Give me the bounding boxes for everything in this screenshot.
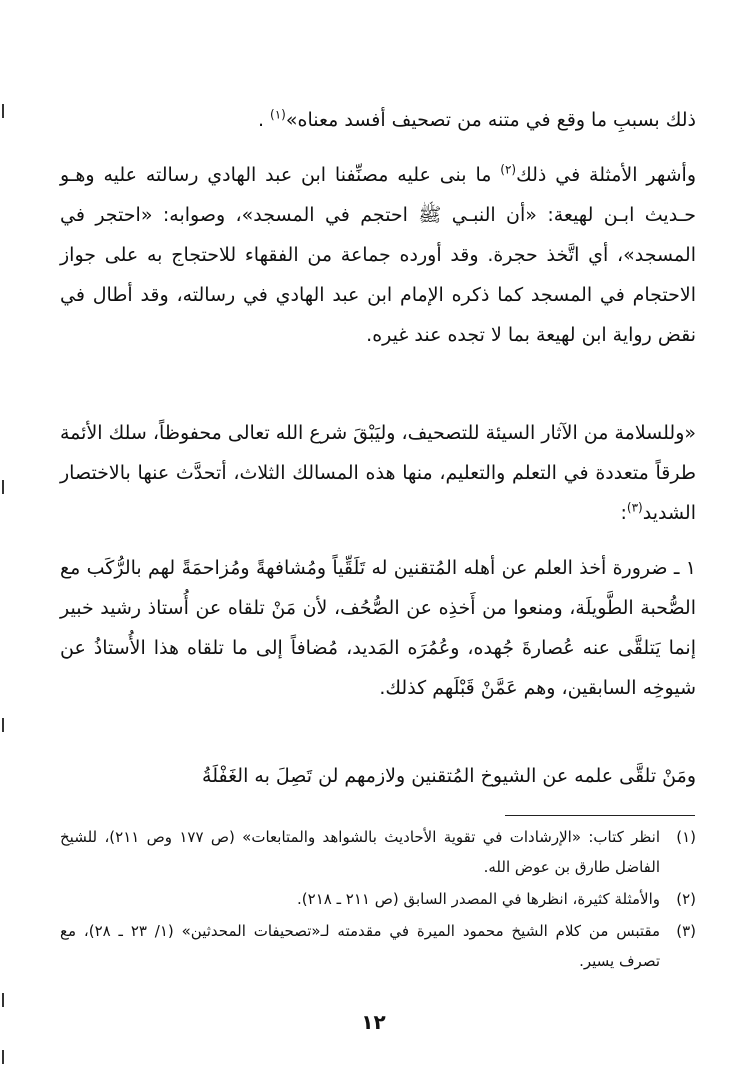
footnote-separator xyxy=(505,815,695,816)
footnote xyxy=(60,822,696,882)
footnote-number: (٣) xyxy=(676,922,696,940)
footnote-ref: (٢) xyxy=(500,162,517,177)
paragraph xyxy=(60,548,696,708)
paragraph-tail: ما بنى عليه مصنِّفنا ابن عبد الهادي رسالته عليه وهـو حـديث ابـن لهيعة: «أن النبـي ﷺ احتجم في المسجد»، وصوابه: «احتجر في المسجد»، أي اتَّخذ حجرة. وقد أورده جماعة من الفقهاء للاحتجاج به على جواز الاحتجام في المسجد كما ذكره الإمام ابن عبد الهادي في رسالته، وقد أطال في نقض رواية ابن لهيعة بما لا تجده عند غيره. xyxy=(60,164,696,346)
paragraph-text: ذلك بسببِ ما وقع في متنه من تصحيف أفسد معناه» xyxy=(285,109,696,131)
margin-mark xyxy=(2,480,4,494)
paragraph-text: «وللسلامة من الآثار السيئة للتصحيف، وليَبْقَ شرع الله تعالى محفوظاً، سلك الأئمة طرقاً متعددة في التعلم والتعليم، منها هذه المسالك الثلاث، أتحدَّث عنها بالاختصار الشديد xyxy=(60,422,696,524)
paragraph xyxy=(60,100,696,140)
footnote xyxy=(60,916,696,976)
footnote-number: (٢) xyxy=(676,890,696,908)
margin-mark xyxy=(2,1050,4,1064)
margin-mark xyxy=(2,104,4,118)
paragraph xyxy=(60,756,696,796)
footnote-ref: (٣) xyxy=(626,500,643,515)
footnote-text: والأمثلة كثيرة، انظرها في المصدر السابق (ص ٢١١ ـ ٢١٨). xyxy=(297,890,660,908)
paragraph-text: ١ ـ ضرورة أخذ العلم عن أهله المُتقنين له تَلَقِّياً ومُشافهةً ومُزاحمَةً لهم بالرُّكَب مع الصُّحبة الطَّويلَة، ومنعوا من أَخذِه عن الصُّحُف، لأن مَنْ تلقاه عن أُستاذ رشيد خبير إنما يَتلقَّى عنه عُصارةَ جُهده، وعُمُرَه المَديد، مُضافاً إلى ما تلقاه هذا الأُستاذُ عن شيوخِه السابقين، وهم عَمَّنْ قَبْلَهم كذلك. xyxy=(60,557,696,699)
paragraph xyxy=(60,155,696,355)
paragraph-text: وأشهر الأمثلة في ذلك xyxy=(516,164,697,186)
paragraph-tail: . xyxy=(257,109,271,131)
footnotes xyxy=(60,822,696,978)
paragraph-tail: : xyxy=(620,502,627,524)
margin-mark xyxy=(2,718,4,732)
paragraph xyxy=(60,413,696,533)
paragraph-text: ومَنْ تلقَّى علمه عن الشيوخ المُتقنين ولازمهم لن تَصِلَ به الغَفْلَةُ xyxy=(202,765,696,787)
footnote-text: انظر كتاب: «الإرشادات في تقوية الأحاديث بالشواهد والمتابعات» (ص ١٧٧ وص ٢١١)، للشيخ الفاضل طارق بن عوض الله. xyxy=(60,828,660,876)
footnote xyxy=(60,884,696,914)
footnote-ref: (١) xyxy=(270,107,286,122)
page-number: ١٢ xyxy=(361,1010,386,1034)
margin-mark xyxy=(2,993,4,1007)
footnote-text: مقتبس من كلام الشيخ محمود الميرة في مقدمته لـ«تصحيفات المحدثين» (١/ ٢٣ ـ ٢٨)، مع تصرف يسير. xyxy=(60,922,661,970)
footnote-number: (١) xyxy=(676,828,696,846)
